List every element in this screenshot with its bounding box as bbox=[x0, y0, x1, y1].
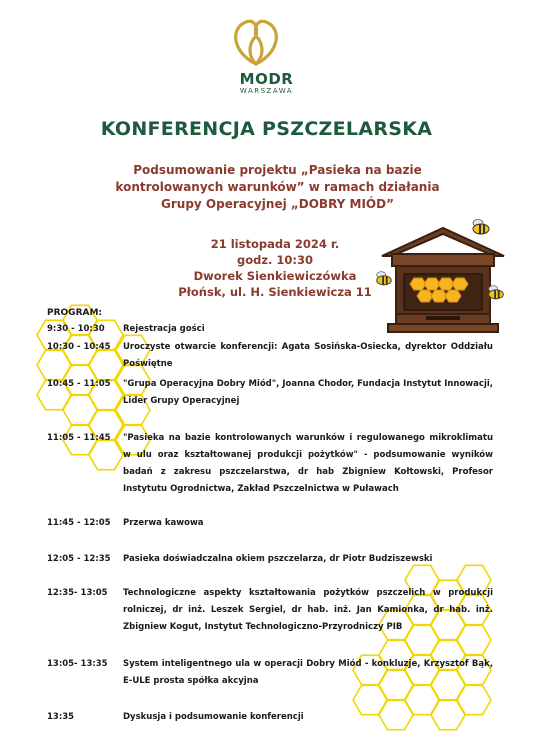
program-desc: Przerwa kawowa bbox=[123, 518, 204, 528]
event-details bbox=[170, 236, 380, 300]
program-time: 13:05- 13:35 bbox=[47, 659, 108, 669]
program-desc: Rejestracja gości bbox=[123, 324, 205, 334]
bee-icon bbox=[374, 270, 394, 287]
event-address: Płońsk, ul. H. Sienkiewicza 11 bbox=[178, 285, 372, 299]
program-desc: Technologiczne aspekty kształtowania pożytków pszczelich w produkcji rolniczej, dr inż. Leszek Sergiel, dr hab. inż. Jan Kamionka, dr hab. inż. Zbigniew Kogut, Instytut Technologiczno-Przyrodniczy PIB bbox=[123, 588, 493, 632]
beehive-icon bbox=[378, 218, 508, 338]
program-label: PROGRAM: bbox=[47, 308, 103, 318]
program-time: 10:45 - 11:05 bbox=[47, 379, 111, 389]
program-desc: Dyskusja i podsumowanie konferencji bbox=[123, 712, 304, 722]
program-time: 10:30 - 10:45 bbox=[47, 342, 111, 352]
event-venue: Dworek Sienkiewiczówka bbox=[193, 269, 357, 283]
program-time: 11:05 - 11:45 bbox=[47, 433, 111, 443]
program-desc: System inteligentnego ula w operacji Dobry Miód - konkluzje, Krzysztof Bąk, E-ULE prosta spółka akcyjna bbox=[123, 659, 493, 686]
event-time: godz. 10:30 bbox=[236, 253, 314, 267]
logo-subtitle: WARSZAWA bbox=[239, 87, 294, 95]
program-desc: Pasieka doświadczalna okiem pszczelarza, dr Piotr Budziszewski bbox=[123, 554, 433, 564]
modr-logo-icon bbox=[226, 14, 286, 69]
program-time: 12:05 - 12:35 bbox=[47, 554, 111, 564]
bee-icon bbox=[470, 218, 492, 236]
program-desc: "Pasieka na bazie kontrolowanych warunków i regulowanego mikroklimatu w ulu oraz kształtowanej produkcji pożytków" - podsumowanie wyników badań z zakresu pszczelarstwa, dr hab Zbigniew Kołtowski, Profesor Instytutu Ogrodnictwa, Zakład Pszczelnictwa w Puławach bbox=[123, 433, 493, 494]
program-time: 9:30 - 10:30 bbox=[47, 324, 105, 334]
program-desc: Uroczyste otwarcie konferencji: Agata Sosińska-Osiecka, dyrektor Oddziału Poświętne bbox=[123, 342, 493, 369]
program-desc: "Grupa Operacyjna Dobry Miód", Joanna Chodor, Fundacja Instytut Innowacji, Lider Grupy Operacyjnej bbox=[123, 379, 493, 406]
honeycomb-cell bbox=[63, 395, 97, 424]
page-title: KONFERENCJA PSZCZELARSKA bbox=[100, 118, 433, 140]
page-subtitle: Podsumowanie projektu „Pasieka na bazie kontrolowanych warunków” w ramach działania Grupy Operacyjnej „DOBRY MIÓD” bbox=[115, 163, 440, 211]
logo-name: MODR bbox=[239, 70, 294, 88]
program-time: 11:45 - 12:05 bbox=[47, 518, 111, 528]
bee-icon bbox=[486, 284, 506, 301]
program-time: 13:35 bbox=[47, 712, 75, 722]
event-date: 21 listopada 2024 r. bbox=[210, 237, 340, 251]
program-time: 12:35- 13:05 bbox=[47, 588, 108, 598]
